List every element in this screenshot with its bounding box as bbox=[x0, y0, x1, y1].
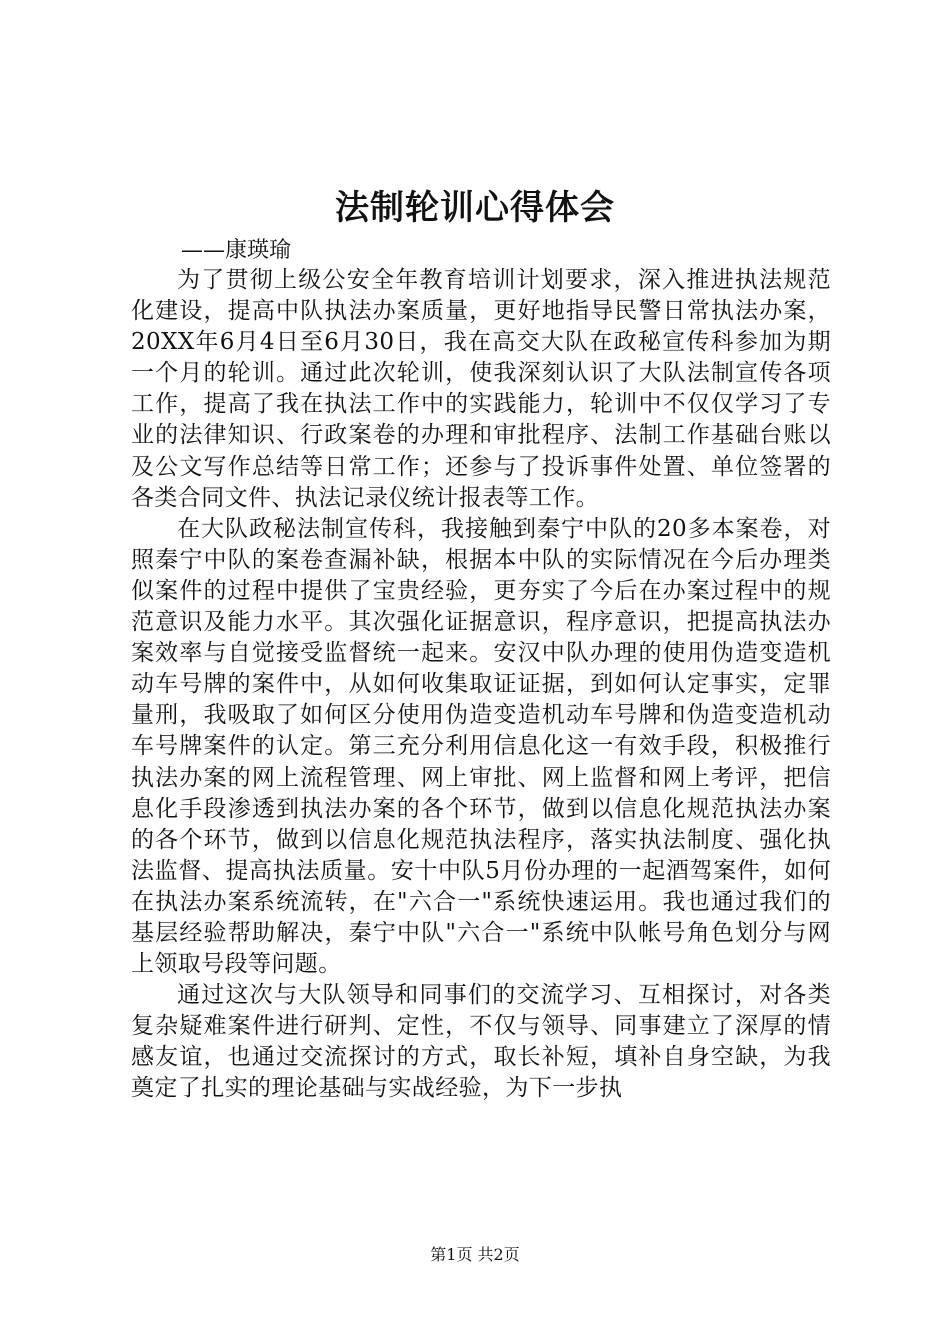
document-title: 法制轮训心得体会 bbox=[335, 188, 615, 228]
paragraph-1: 为了贯彻上级公安全年教育培训计划要求，深入推进执法规范化建设，提高中队执法办案质量，更好地指导民警日常执法办案，20XX年6月4日至6月30日，我在高交大队在政秘宣传科参加为期一个月的轮训。通过此次轮训，使我深刻认识了大队法制宣传各项工作，提高了我在执法工作中的实践能力，轮训中不仅仅学习了专业的法律知识、行政案卷的办理和审批程序、法制工作基础台账以及公文写作总结等日常工作；还参与了投诉事件处置、单位签署的各类合同文件、执法记录仪统计报表等工作。 bbox=[131, 267, 831, 511]
paragraph-3: 通过这次与大队领导和同事们的交流学习、互相探讨，对各类复杂疑难案件进行研判、定性，不仅与领导、同事建立了深厚的情感友谊，也通过交流探讨的方式，取长补短，填补自身空缺，为我奠定了扎实的理论基础与实战经验，为下一步执 bbox=[131, 982, 831, 1102]
document-body bbox=[131, 265, 831, 1105]
paragraph-2: 在大队政秘法制宣传科，我接触到秦宁中队的20多本案卷，对照秦宁中队的案卷查漏补缺，根据本中队的实际情况在今后办理类似案件的过程中提供了宝贵经验，更夯实了今后在办案过程中的规范意识及能力水平。其次强化证据意识，程序意识，把提高执法办案效率与自觉接受监督统一起来。安汉中队办理的使用伪造变造机动车号牌的案件中，从如何收集取证证据，到如何认定事实，定罪量刑，我吸取了如何区分使用伪造变造机动车号牌和伪造变造机动车号牌案件的认定。第三充分利用信息化这一有效手段，积极推行执法办案的网上流程管理、网上审批、网上监督和网上考评，把信息化手段渗透到执法办案的各个环节，做到以信息化规范执法办案的各个环节，做到以信息化规范执法程序，落实执法制度、强化执法监督、提高执法质量。安十中队5月份办理的一起酒驾案件，如何在执法办案系统流转，在"六合一"系统快速运用。我也通过我们的基层经验帮助解决，秦宁中队"六合一"系统中队帐号角色划分与网上领取号段等问题。 bbox=[131, 515, 831, 978]
page-footer: 第1页 共2页 bbox=[430, 1245, 520, 1264]
document-author: ——康瑛瑜 bbox=[181, 238, 292, 263]
